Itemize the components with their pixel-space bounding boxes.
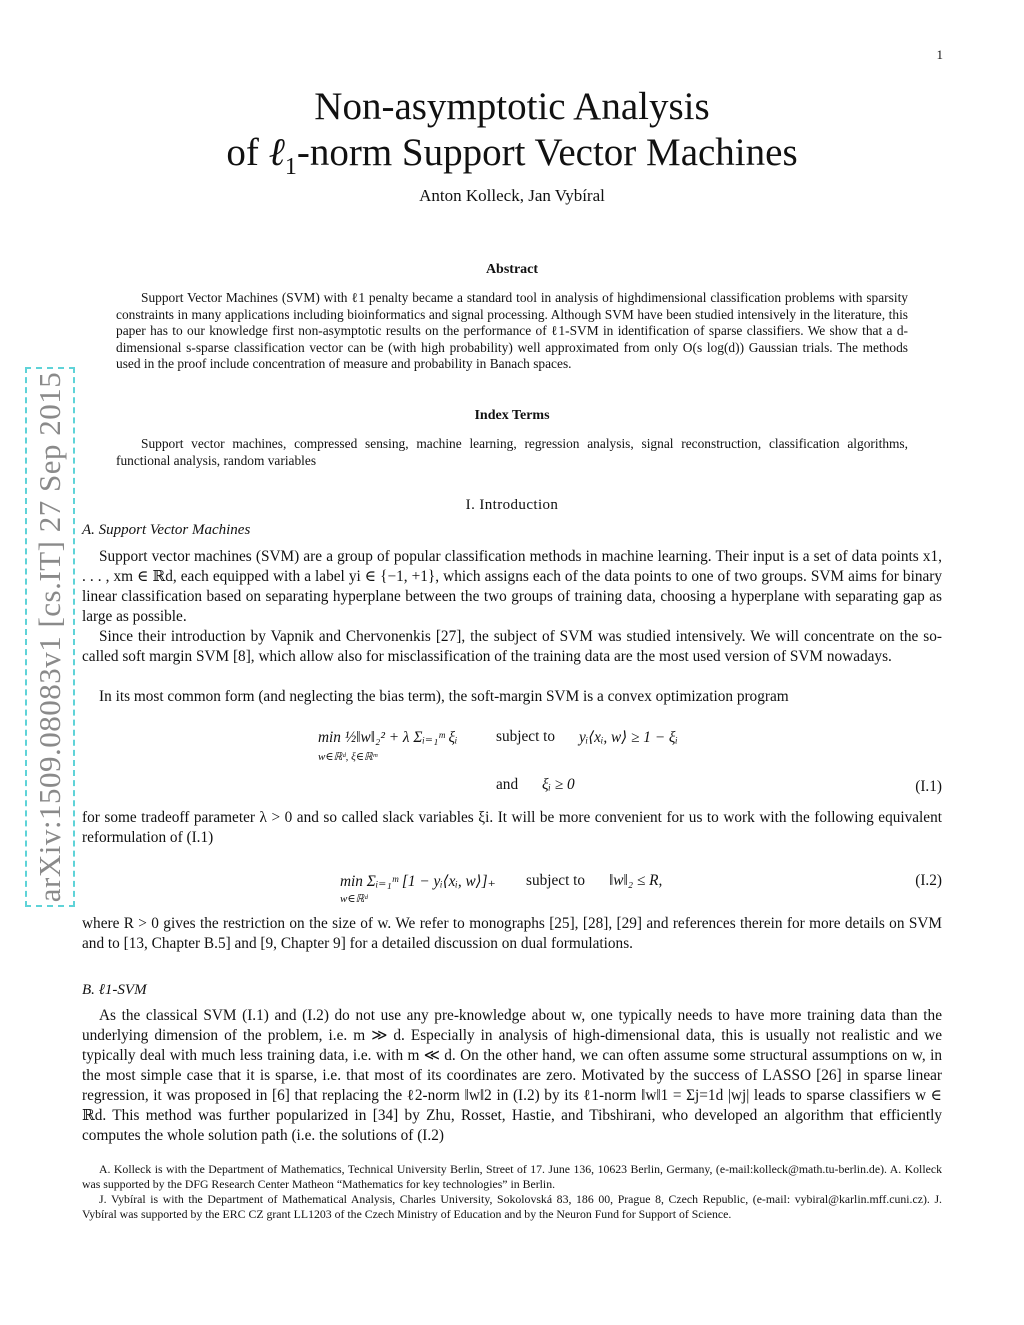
eq2-domain: w∈ℝᵈ: [340, 893, 368, 905]
page-number: 1: [936, 47, 943, 62]
title-line-2: of ℓ$_1$-norm Support Vector Machines: [226, 131, 798, 180]
index-terms-text: Support vector machines, compressed sensing, machine learning, regression analysis, signal reconstruction, classification algorithms, functional analysis, random variables: [116, 436, 908, 468]
eq2-constraint: ‖w‖₂ ≤ R,: [609, 872, 663, 889]
eq2-subject-to: subject to: [526, 872, 586, 889]
arxiv-watermark: arXiv:1509.08083v1 [cs.IT] 27 Sep 2015: [25, 367, 75, 907]
subsection-a-heading: A. Support Vector Machines: [82, 522, 251, 538]
abstract-text: Support Vector Machines (SVM) with ℓ1 penalty became a standard tool in analysis of highdimensional classification problems with sparsity constraints in many applications including bioinformatics and signal processing. Although SVM have been studied intensively in the literature, this paper has to our knowledge first non-asymptotic results on the performance of ℓ1-SVM in identification of sparse classifiers. We show that a d-dimensional s-sparse classification vector can be (with high probability) well approximated from only O(s log(d)) Gaussian trials. The methods used in the proof include concentration of measure and probability in Banach spaces.: [116, 290, 908, 372]
paragraph-b1: As the classical SVM (I.1) and (I.2) do not use any pre-knowledge about w, one typically needs to have more training data than the underlying dimension of the problem, i.e. m ≫ d. Especially in analysis of high-dimensional data, this is usually not realistic and we typically deal with much less training data, i.e. with m ≪ d. On the other hand, we can often assume some structural assumptions on w, in the most simple case that it is sparse, i.e. that most of its coordinates are zero. Motivated by the success of LASSO [26] in sparse linear regression, it was proposed in [6] that replacing the ℓ2-norm ‖w‖2 in (I.2) by its ℓ1-norm ‖w‖1 = Σj=1d |wj| leads to sparse classifiers w ∈ ℝd. This method was further popularized in [34] by Zhu, Rosset, Hastie, and Tibshirani, who developed an algorithm that efficiently computes the whole solution path (i.e. the solutions of (I.2): [82, 1007, 942, 1144]
eq1-domain: w∈ℝᵈ, ξ∈ℝᵐ: [318, 751, 378, 763]
paragraph-a5: where R > 0 gives the restriction on the size of w. We refer to monographs [25], [28], [29] and references therein for more details on SVM and to [13, Chapter B.5] and [9, Chapter 9] for a detailed discussion on dual formulations.: [82, 915, 942, 952]
abstract-heading: Abstract: [485, 262, 539, 277]
index-terms-heading: Index Terms: [474, 408, 550, 423]
eq2-objective: min Σᵢ₌₁ᵐ [1 − yᵢ⟨xᵢ, w⟩]₊: [340, 873, 496, 890]
section-introduction-heading: I. Introduction: [465, 497, 559, 513]
paragraph-a3: In its most common form (and neglecting the bias term), the soft-margin SVM is a convex optimization program: [99, 688, 789, 705]
footnote-vybiral: J. Vybíral is with the Department of Mathematical Analysis, Charles University, Sokolovská 83, 186 00, Prague 8, Czech Republic, (e-mail: vybiral@karlin.mff.cuni.cz). J. Vybíral was supported by the ERC CZ grant LL1203 of the Czech Ministry of Education and by the Neuron Fund for Support of Science.: [82, 1192, 942, 1221]
subsection-b-heading: B. ℓ1-SVM: [82, 982, 147, 998]
paper-title: [0, 84, 1024, 190]
eq1-constraint: yᵢ⟨xᵢ, w⟩ ≥ 1 − ξᵢ: [579, 729, 678, 746]
equation-i2: [82, 858, 942, 908]
eq1-number: (I.1): [915, 778, 942, 795]
authors: Anton Kolleck, Jan Vybíral: [419, 186, 605, 205]
eq1-constraint-2: ξᵢ ≥ 0: [542, 776, 575, 793]
eq1-subject-to: subject to: [496, 728, 556, 745]
equation-i1: [82, 718, 942, 808]
paragraph-a1: Support vector machines (SVM) are a group of popular classification methods in machine learning. Their input is a set of data points x1, . . . , xm ∈ ℝd, each equipped with a label yi ∈ {−1, +1}, which assigns each of the data points to one of two groups. SVM aims for binary linear classification based on separating hyperplane between the two groups of training data, choosing a hyperplane with separating gap as large as possible.: [82, 548, 942, 625]
paragraph-a4: for some tradeoff parameter λ > 0 and so called slack variables ξi. It will be more convenient for us to work with the following equivalent reformulation of (I.1): [82, 809, 942, 846]
title-line-1: Non-asymptotic Analysis: [314, 85, 710, 128]
eq2-number: (I.2): [915, 872, 942, 889]
eq1-and: and: [496, 776, 519, 793]
eq1-objective: min ½‖w‖₂² + λ Σᵢ₌₁ᵐ ξᵢ: [318, 729, 458, 746]
paragraph-a2: Since their introduction by Vapnik and Chervonenkis [27], the subject of SVM was studied intensively. We will concentrate on the so-called soft margin SVM [8], which allow also for misclassification of the training data are the most used version of SVM nowadays.: [82, 628, 942, 665]
footnote-kolleck: A. Kolleck is with the Department of Mathematics, Technical University Berlin, Street of 17. June 136, 10623 Berlin, Germany, (e-mail:kolleck@math.tu-berlin.de). A. Kolleck was supported by the DFG Research Center Matheon “Mathematics for key technologies” in Berlin.: [82, 1162, 942, 1191]
